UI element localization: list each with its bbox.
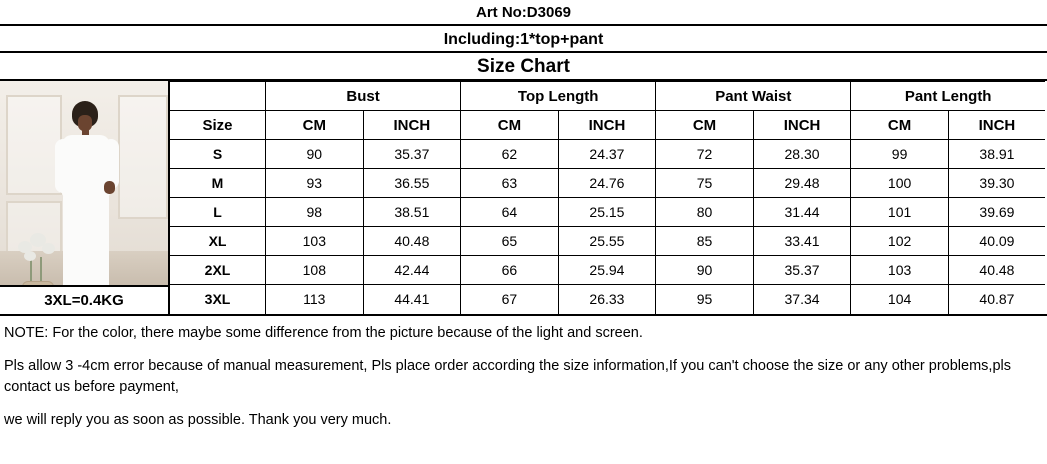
- header-size: Size: [170, 111, 266, 140]
- cell-pant-cm: 99: [851, 140, 949, 169]
- notes-section: [0, 316, 1047, 431]
- cell-bust-inch: 38.51: [363, 198, 461, 227]
- header-waist-cm: CM: [656, 111, 754, 140]
- cell-pant-inch: 39.69: [948, 198, 1045, 227]
- cell-bust-inch: 42.44: [363, 256, 461, 285]
- cell-waist-inch: 37.34: [753, 285, 851, 314]
- group-header-pant-waist: Pant Waist: [656, 82, 851, 111]
- cell-pant-inch: 40.87: [948, 285, 1045, 314]
- cell-top-cm: 64: [461, 198, 559, 227]
- table-row: [170, 198, 1045, 227]
- cell-bust-inch: 44.41: [363, 285, 461, 314]
- table-row: [170, 169, 1045, 198]
- cell-bust-inch: 40.48: [363, 227, 461, 256]
- cell-pant-inch: 40.09: [948, 227, 1045, 256]
- cell-bust-inch: 36.55: [363, 169, 461, 198]
- cell-pant-inch: 38.91: [948, 140, 1045, 169]
- cell-top-cm: 63: [461, 169, 559, 198]
- including-header: Including:1*top+pant: [0, 26, 1047, 53]
- chart-main-area: [0, 81, 1047, 316]
- cell-bust-cm: 108: [266, 256, 364, 285]
- cell-pant-cm: 104: [851, 285, 949, 314]
- cell-size: 2XL: [170, 256, 266, 285]
- cell-bust-cm: 93: [266, 169, 364, 198]
- table-row: [170, 140, 1045, 169]
- cell-top-inch: 24.37: [558, 140, 656, 169]
- header-bust-cm: CM: [266, 111, 364, 140]
- cell-pant-inch: 40.48: [948, 256, 1045, 285]
- header-bust-inch: INCH: [363, 111, 461, 140]
- size-chart-table: [170, 81, 1045, 314]
- cell-waist-inch: 28.30: [753, 140, 851, 169]
- header-top-cm: CM: [461, 111, 559, 140]
- art-no-header: Art No:D3069: [0, 0, 1047, 26]
- cell-size: M: [170, 169, 266, 198]
- cell-top-cm: 66: [461, 256, 559, 285]
- cell-waist-cm: 72: [656, 140, 754, 169]
- cell-waist-cm: 95: [656, 285, 754, 314]
- cell-waist-cm: 80: [656, 198, 754, 227]
- cell-bust-cm: 103: [266, 227, 364, 256]
- cell-top-inch: 26.33: [558, 285, 656, 314]
- header-pant-inch: INCH: [948, 111, 1045, 140]
- table-unit-header-row: [170, 111, 1045, 140]
- cell-pant-cm: 101: [851, 198, 949, 227]
- cell-size: XL: [170, 227, 266, 256]
- cell-pant-cm: 103: [851, 256, 949, 285]
- cell-waist-inch: 35.37: [753, 256, 851, 285]
- note-measurement: Pls allow 3 -4cm error because of manual measurement, Pls place order according the size information,If you can't choose the size or any other problems,pls contact us before payment,: [4, 357, 1011, 395]
- table-row: [170, 227, 1045, 256]
- cell-waist-inch: 31.44: [753, 198, 851, 227]
- cell-waist-inch: 33.41: [753, 227, 851, 256]
- cell-top-inch: 25.55: [558, 227, 656, 256]
- group-header-bust: Bust: [266, 82, 461, 111]
- cell-size: S: [170, 140, 266, 169]
- note-color: NOTE: For the color, there maybe some difference from the picture because of the light and screen.: [4, 324, 643, 341]
- cell-top-cm: 65: [461, 227, 559, 256]
- cell-pant-inch: 39.30: [948, 169, 1045, 198]
- header-waist-inch: INCH: [753, 111, 851, 140]
- table-row: [170, 285, 1045, 314]
- cell-waist-cm: 85: [656, 227, 754, 256]
- cell-top-inch: 25.94: [558, 256, 656, 285]
- cell-top-inch: 25.15: [558, 198, 656, 227]
- cell-top-inch: 24.76: [558, 169, 656, 198]
- cell-bust-cm: 90: [266, 140, 364, 169]
- group-header-pant-length: Pant Length: [851, 82, 1045, 111]
- product-photo-cell: [0, 81, 170, 314]
- cell-size: L: [170, 198, 266, 227]
- header-top-inch: INCH: [558, 111, 656, 140]
- group-header-top-length: Top Length: [461, 82, 656, 111]
- cell-bust-inch: 35.37: [363, 140, 461, 169]
- cell-top-cm: 62: [461, 140, 559, 169]
- page-title: Size Chart: [0, 53, 1047, 81]
- note-reply: we will reply you as soon as possible. Thank you very much.: [4, 411, 392, 428]
- group-header-blank: [170, 82, 266, 111]
- cell-size: 3XL: [170, 285, 266, 314]
- cell-waist-cm: 90: [656, 256, 754, 285]
- cell-waist-cm: 75: [656, 169, 754, 198]
- table-group-header-row: [170, 82, 1045, 111]
- header-pant-cm: CM: [851, 111, 949, 140]
- table-row: [170, 256, 1045, 285]
- cell-bust-cm: 113: [266, 285, 364, 314]
- cell-pant-cm: 102: [851, 227, 949, 256]
- cell-waist-inch: 29.48: [753, 169, 851, 198]
- weight-label: 3XL=0.4KG: [0, 285, 168, 314]
- cell-top-cm: 67: [461, 285, 559, 314]
- product-photo: [0, 81, 168, 285]
- cell-pant-cm: 100: [851, 169, 949, 198]
- cell-bust-cm: 98: [266, 198, 364, 227]
